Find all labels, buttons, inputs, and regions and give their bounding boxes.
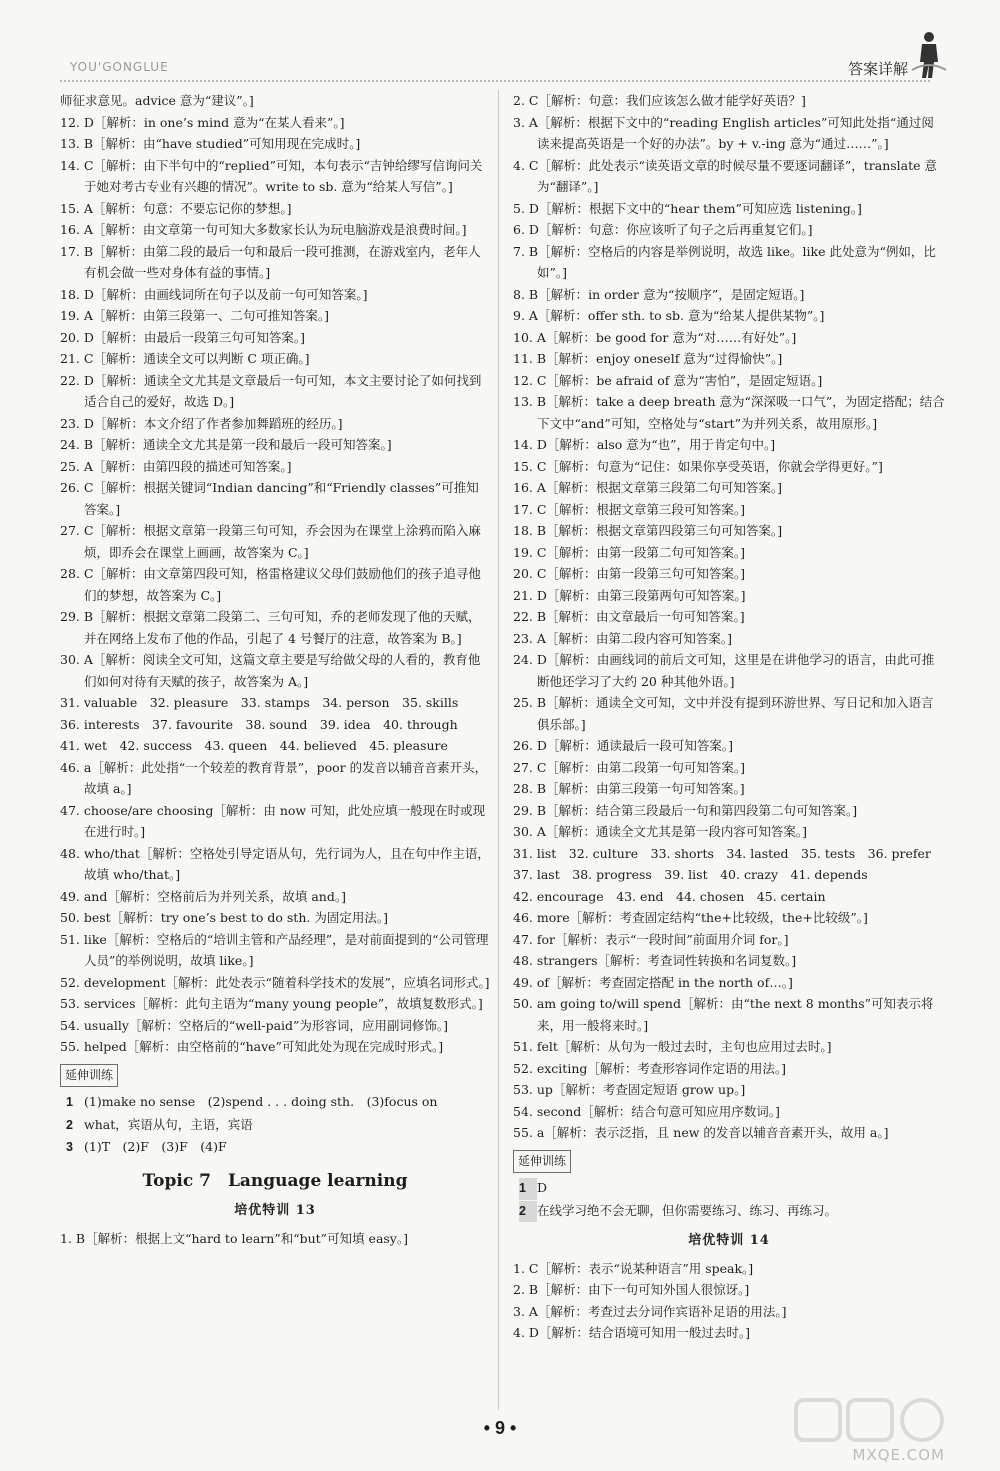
answer-item: 53. up［解析：考查固定短语 grow up。] (513, 1082, 746, 1097)
answer-item: 17. B［解析：由第二段的最后一句和最后一段可推测，在游戏室内，老年人有机会做一些对身体有益的事情。] (60, 243, 481, 280)
header-rule (60, 80, 930, 82)
answer-item: 22. B［解析：由文章最后一句可知答案。] (513, 609, 745, 624)
answer-item: 21. D［解析：由第三段第两句可知答案。] (513, 587, 746, 603)
answer-item: 3. A［解析：根据下文中的“reading English articles”可知此处指“通过阅读来提高英语是一个好的办法”。by + v.-ing 意为“通过……”。] (513, 114, 934, 151)
answer-item: 54. second［解析：结合句意可知应用序数词。] (513, 1103, 780, 1119)
answer-item: 2. B［解析：由下一句可知外国人很惊讶。] (513, 1282, 750, 1297)
answer-item: 47. choose/are choosing［解析：由 now 可知，此处应填一般现在时或现在进行时。] (60, 802, 486, 839)
answer-item: 46. more［解析：考查固定结构“the+比较级，the+比较级”。] (513, 910, 868, 925)
left-answer-list (60, 90, 490, 1058)
extension-number: 2 (66, 1117, 73, 1132)
answer-item: 7. B［解析：空格后的内容是举例说明，故选 like。like 此处意为“例如，比如”。] (513, 243, 936, 280)
answer-item: 30. A［解析：阅读全文可知，这篇文章主要是写给做父母的人看的，教育他们如何对待有天赋的孩子，故答案为 A。] (60, 652, 481, 689)
answer-item: 24. B［解析：通读全文尤其是第一段和最后一段可知答案。] (60, 437, 392, 452)
answer-item: 37. last 38. progress 39. list 40. crazy 41. depends (513, 867, 868, 882)
extension-item (66, 1136, 490, 1159)
answer-item: 5. D［解析：根据下文中的“hear them”可知应选 listening。] (513, 200, 862, 216)
answer-item: 4. D［解析：结合语境可知用一般过去时。] (513, 1325, 751, 1340)
extension-list (60, 1091, 490, 1159)
extension-text: 在线学习绝不会无聊，但你需要练习、练习、再练习。 (537, 1202, 838, 1218)
answer-item: 15. A［解析：句意：不要忘记你的梦想。] (60, 200, 292, 216)
answer-item: 42. encourage 43. end 44. chosen 45. certain (513, 888, 826, 904)
answer-item: 29. B［解析：根据文章第二段第二、三句可知，乔的老师发现了他的天赋，并在网络上发布了他的作品，引起了 4 号餐厅的注意，故答案为 B。] (60, 609, 481, 646)
answer-item: 31. list 32. culture 33. shorts 34. lasted 35. tests 36. prefer (513, 845, 931, 861)
answer-item: 20. C［解析：由第一段第三句可知答案。] (513, 566, 746, 581)
answer-item: 12. D［解析：in one’s mind 意为“在某人看来”。] (60, 114, 345, 130)
extension-label: 延伸训练 (60, 1064, 118, 1088)
topic-title: Topic 7 Language learning (142, 1170, 408, 1191)
answer-item: 27. C［解析：由第二段第一句可知答案。] (513, 759, 746, 775)
runner-icon (910, 30, 948, 80)
right-column (513, 90, 945, 1344)
extension-item (519, 1200, 945, 1223)
answer-item: 12. C［解析：be afraid of 意为“害怕”，是固定短语。] (513, 372, 823, 388)
answer-item: 50. am going to/will spend［解析：由“the next 8 months”可知表示将来，用一般将来时。] (513, 996, 934, 1033)
left-column (60, 90, 490, 1249)
answer-item: 41. wet 42. success 43. queen 44. believed 45. pleasure (60, 738, 448, 753)
answer-item: 49. of［解析：考查固定搭配 in the north of…。] (513, 974, 793, 990)
answer-item: 18. D［解析：由画线词所在句子以及前一句可知答案。] (60, 286, 368, 302)
answer-item: 28. C［解析：由文章第四段可知，格雷格建议父母们鼓励他们的孩子追寻他们的梦想，故答案为 C。] (60, 566, 481, 603)
answer-item: 21. C［解析：通读全文可以判断 C 项正确。] (60, 351, 310, 366)
left-extension-section (60, 1058, 490, 1159)
extension-text: D (537, 1180, 548, 1195)
answer-item: 53. services［解析：此句主语为“many young people”，故填复数形式。] (60, 996, 483, 1011)
section-label: 答案详解 (847, 60, 908, 78)
answer-item: 25. A［解析：由第四段的描述可知答案。] (60, 458, 292, 474)
answer-item: 15. C［解析：句意为“记住：如果你享受英语，你就会学得更好。”] (513, 458, 883, 474)
answer-item: 26. C［解析：根据关键词“Indian dancing”和“Friendly classes”可推知答案。] (60, 480, 479, 517)
extension-text: what，宾语从句，主语，宾语 (84, 1116, 253, 1132)
answer-item: 48. strangers［解析：考查词性转换和名词复数。] (513, 953, 797, 968)
extension-number: 2 (519, 1201, 537, 1223)
answer-item: 4. C［解析：此处表示“读英语文章的时候尽量不要逐词翻译”，translate 意为“翻译”。] (513, 157, 938, 194)
training-14-title: 培优特训 14 (688, 1233, 770, 1248)
answer-item: 8. B［解析：in order 意为“按顺序”，是固定短语。] (513, 286, 805, 302)
answer-item: 16. A［解析：根据文章第三段第二句可知答案。] (513, 480, 783, 495)
answer-item: 20. D［解析：由最后一段第三句可知答案。] (60, 329, 306, 345)
answer-item: 11. B［解析：enjoy oneself 意为“过得愉快”。] (513, 351, 783, 366)
answer-item: 13. B［解析：take a deep breath 意为“深深吸一口气”，为固定搭配；结合下文中“and”可知，空格处与“start”为并列关系，故用原形。] (513, 394, 945, 431)
extension-number: 3 (66, 1140, 73, 1154)
page-header (60, 52, 950, 82)
extension-item (66, 1091, 490, 1114)
answer-item: 51. like［解析：空格后的“培训主管和产品经理”，是对前面提到的“公司管理人员”的举例说明，故填 like。] (60, 931, 489, 968)
answer-item: 2. C［解析：句意：我们应该怎么做才能学好英语？] (513, 93, 806, 108)
answer-item: 10. A［解析：be good for 意为“对……有好处”。] (513, 329, 797, 345)
extension-item (66, 1114, 490, 1137)
answer-item: 18. B［解析：根据文章第四段第三句可知答案。] (513, 523, 783, 538)
answer-item: 24. D［解析：由画线词的前后文可知，这里是在讲他学习的语言，由此可推断他还学习了大约 20 种其他外语。] (513, 652, 935, 689)
answer-item: 52. development［解析：此处表示“随着科学技术的发展”，应填名词形式。] (60, 974, 490, 990)
answer-item: 17. C［解析：根据文章第三段可知答案。] (513, 501, 746, 517)
extension-text: (1)T (2)F (3)F (4)F (84, 1139, 227, 1154)
extension-item (519, 1177, 945, 1200)
answer-item: 22. D［解析：通读全文尤其是文章最后一句可知，本文主要讨论了如何找到适合自己的爱好，故选 D。] (60, 372, 482, 409)
extension-number: 1 (66, 1095, 73, 1109)
answer-item: 55. a［解析：表示泛指，且 new 的发音以辅音音素开头，故用 a。] (513, 1125, 889, 1140)
answer-item: 6. D［解析：句意：你应该听了句子之后再重复它们。] (513, 222, 813, 237)
answer-item: 54. usually［解析：空格后的“well-paid”为形容词，应用副词修饰。] (60, 1017, 449, 1033)
answer-item: 51. felt［解析：从句为一般过去时，主句也应用过去时。] (513, 1039, 832, 1054)
answer-item: 47. for［解析：表示“一段时间”前面用介词 for。] (513, 931, 789, 947)
answer-item: 31. valuable 32. pleasure 33. stamps 34. person 35. skills (60, 695, 459, 710)
answer-item: 19. C［解析：由第一段第二句可知答案。] (513, 544, 746, 560)
answer-item: 52. exciting［解析：考查形容词作定语的用法。] (513, 1060, 786, 1076)
answer-item: 29. B［解析：结合第三段最后一句和第四段第二句可知答案。] (513, 802, 858, 818)
answer-item: 23. D［解析：本文介绍了作者参加舞蹈班的经历。] (60, 415, 343, 431)
extension-number: 1 (519, 1178, 537, 1200)
answer-item: 1. B［解析：根据上文“hard to learn”和“but”可知填 easy。] (60, 1230, 408, 1246)
answer-item: 13. B［解析：由“have studied”可知用现在完成时。] (60, 136, 361, 151)
answer-item: 师征求意见。advice 意为“建议”。] (60, 93, 254, 108)
right-extension-section (513, 1144, 945, 1223)
extension-text: (1)make no sense (2)spend . . . doing sth. (3)focus on (84, 1094, 438, 1109)
watermark-text: MXQE.COM (852, 1446, 945, 1464)
answer-item: 28. B［解析：由第三段第一句可知答案。] (513, 781, 745, 796)
answer-item: 23. A［解析：由第二段内容可知答案。] (513, 630, 733, 646)
extension-label: 延伸训练 (513, 1150, 571, 1174)
training-14-list (513, 1258, 945, 1344)
answer-item: 55. helped［解析：由空格前的“have”可知此处为现在完成时形式。] (60, 1039, 444, 1054)
answer-item: 1. C［解析：表示“说某种语言”用 speak。] (513, 1260, 754, 1276)
answer-item: 30. A［解析：通读全文尤其是第一段内容可知答案。] (513, 824, 808, 839)
answer-item: 16. A［解析：由文章第一句可知大多数家长认为玩电脑游戏是浪费时间。] (60, 222, 467, 237)
page-number: • 9 • (483, 1418, 517, 1438)
answer-item: 14. D［解析：also 意为“也”，用于肯定句中。] (513, 437, 776, 452)
answer-item: 25. B［解析：通读全文可知，文中并没有提到环游世界、写日记和加入语言俱乐部。] (513, 695, 934, 732)
answer-item: 46. a［解析：此处指“一个较差的教育背景”，poor 的发音以辅音音素开头，故填 a。] (60, 759, 488, 796)
answer-item: 19. A［解析：由第三段第一、二句可推知答案。] (60, 308, 330, 323)
training-13-list (60, 1228, 490, 1250)
right-answer-list (513, 90, 945, 1144)
answer-item: 36. interests 37. favourite 38. sound 39. idea 40. through (60, 716, 458, 732)
answer-item: 49. and［解析：空格前后为并列关系，故填 and。] (60, 888, 346, 904)
answer-item: 50. best［解析：try one’s best to do sth. 为固定用法。] (60, 910, 388, 925)
answer-item: 27. C［解析：根据文章第一段第三句可知，乔会因为在课堂上涂鸦而陷入麻烦，即乔会在课堂上画画，故答案为 C。] (60, 523, 481, 560)
answer-item: 14. C［解析：由下半句中的“replied”可知，本句表示“吉钟给缪写信询问关于她对考古专业有兴趣的情况”。write to sb. 意为“给某人写信”。] (60, 157, 483, 194)
answer-item: 26. D［解析：通读最后一段可知答案。] (513, 738, 734, 753)
extension-list (513, 1177, 945, 1222)
answer-item: 48. who/that［解析：空格处引导定语从句，先行词为人，且在句中作主语，故填 who/that。] (60, 845, 490, 882)
answer-item: 9. A［解析：offer sth. to sb. 意为“给某人提供某物”。] (513, 308, 825, 323)
brand-text: YOU'GONGLUE (70, 60, 169, 74)
answer-item: 3. A［解析：考查过去分词作宾语补足语的用法。] (513, 1303, 787, 1319)
column-divider (498, 90, 499, 1410)
training-13-title: 培优特训 13 (234, 1203, 316, 1218)
